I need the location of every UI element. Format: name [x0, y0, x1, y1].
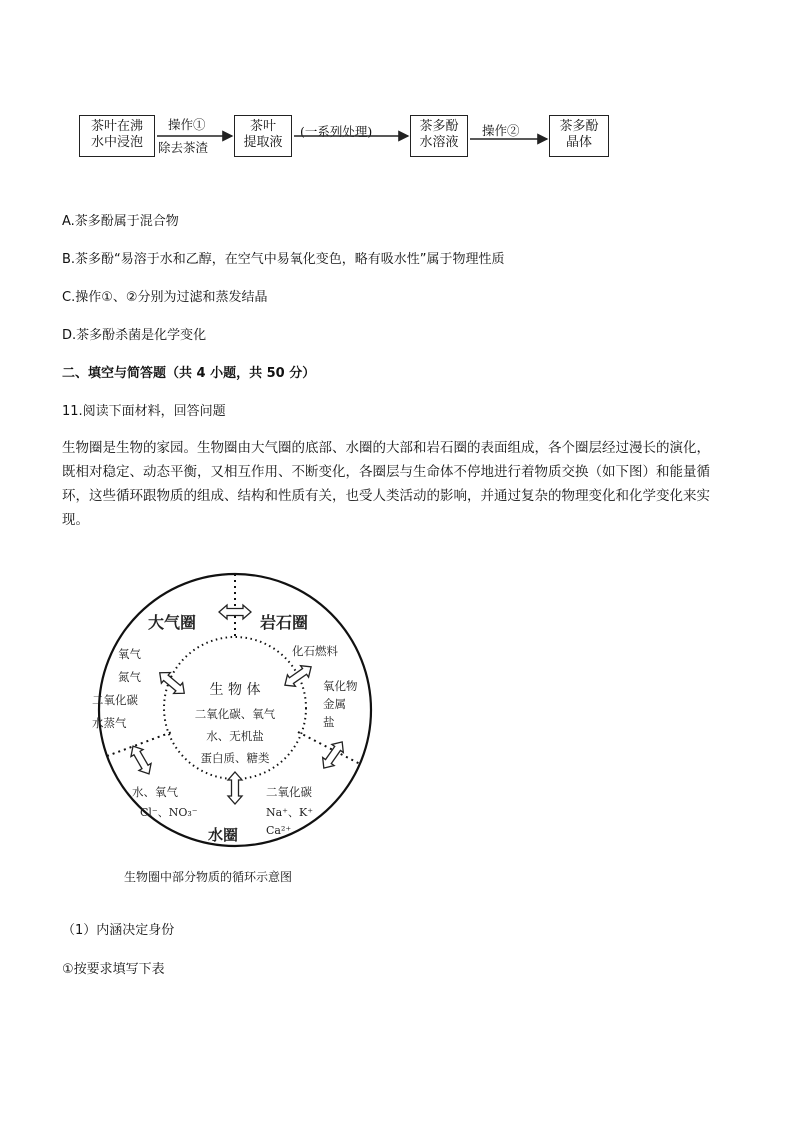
water-left-item: Cl⁻、NO₃⁻ — [140, 806, 198, 819]
question-11-title: 11.阅读下面材料，回答问题 — [62, 404, 226, 419]
flow-arrows — [0, 0, 794, 180]
arrow-litho-organism — [281, 661, 315, 691]
atmo-item: 二氧化碳 — [92, 693, 138, 707]
flow-box-soak: 茶叶在沸 水中浸泡 — [79, 115, 155, 157]
paragraph-line: 生物圈是生物的家园。生物圈由大气圈的底部、水圈的大部和岩石圈的表面组成，各个圈层经过漫长的演化， — [62, 440, 710, 456]
option-d: D.茶多酚杀菌是化学变化 — [62, 328, 207, 343]
arrow-atmo-organism — [155, 667, 189, 698]
paragraph-line: 现。 — [62, 512, 89, 528]
litho-item: 化石燃料 — [292, 644, 338, 658]
organism-item: 二氧化碳、氧气 — [194, 707, 276, 721]
flow-box-extract: 茶叶 提取液 — [234, 115, 292, 157]
flow-arrow3-label: 操作② — [482, 123, 520, 138]
sub-question-1-item: ①按要求填写下表 — [62, 962, 165, 977]
atmo-item: 水蒸气 — [92, 716, 127, 730]
arrow-water-organism — [228, 772, 242, 804]
flow-arrow1-top-label: 操作① — [168, 117, 206, 132]
hydrosphere-label: 水圈 — [208, 826, 239, 844]
atmo-item: 氮气 — [118, 670, 141, 684]
organism-title: 生 物 体 — [209, 682, 261, 698]
organism-item: 蛋白质、糖类 — [200, 751, 270, 765]
option-b: B.茶多酚“易溶于水和乙醇，在空气中易氧化变色，略有吸水性”属于物理性质 — [62, 252, 505, 267]
atmo-item: 氧气 — [118, 647, 141, 661]
water-right-item: Na⁺、K⁺ — [266, 806, 314, 819]
sub-question-1: （1）内涵决定身份 — [62, 923, 175, 938]
biosphere-cycle-diagram — [80, 560, 400, 890]
option-a: A.茶多酚属于混合物 — [62, 214, 179, 229]
litho-item: 氧化物 — [323, 679, 358, 693]
water-right-item: 二氧化碳 — [266, 785, 312, 799]
lithosphere-label: 岩石圈 — [260, 613, 309, 632]
reading-paragraph — [62, 436, 742, 532]
paragraph-line: 既相对稳定、动态平衡，又相互作用、不断变化，各圈层与生命体不停地进行着物质交换（如下图）和能量循 — [62, 464, 710, 480]
section-title: 二、填空与简答题（共 4 小题，共 50 分） — [62, 366, 316, 381]
litho-item: 盐 — [323, 715, 335, 729]
litho-item: 金属 — [323, 697, 346, 711]
diagram-caption: 生物圈中部分物质的循环示意图 — [124, 870, 293, 884]
atmosphere-label: 大气圈 — [148, 613, 197, 632]
paragraph-line: 环，这些循环跟物质的组成、结构和性质有关，也受人类活动的影响，并通过复杂的物理变化和化学变化来实 — [62, 488, 710, 504]
flow-box-solution: 茶多酚 水溶液 — [410, 115, 468, 157]
flow-box-crystal: 茶多酚 晶体 — [549, 115, 609, 157]
water-left-item: 水、氧气 — [132, 785, 178, 799]
water-right-item: Ca²⁺ — [266, 824, 292, 837]
organism-item: 水、无机盐 — [206, 729, 264, 743]
option-c: C.操作①、②分别为过滤和蒸发结晶 — [62, 290, 268, 305]
flow-arrow1-bottom-label: 除去茶渣 — [158, 140, 209, 155]
arrow-water-litho — [318, 738, 348, 772]
flow-arrow2-label: (一系列处理) — [300, 124, 373, 139]
